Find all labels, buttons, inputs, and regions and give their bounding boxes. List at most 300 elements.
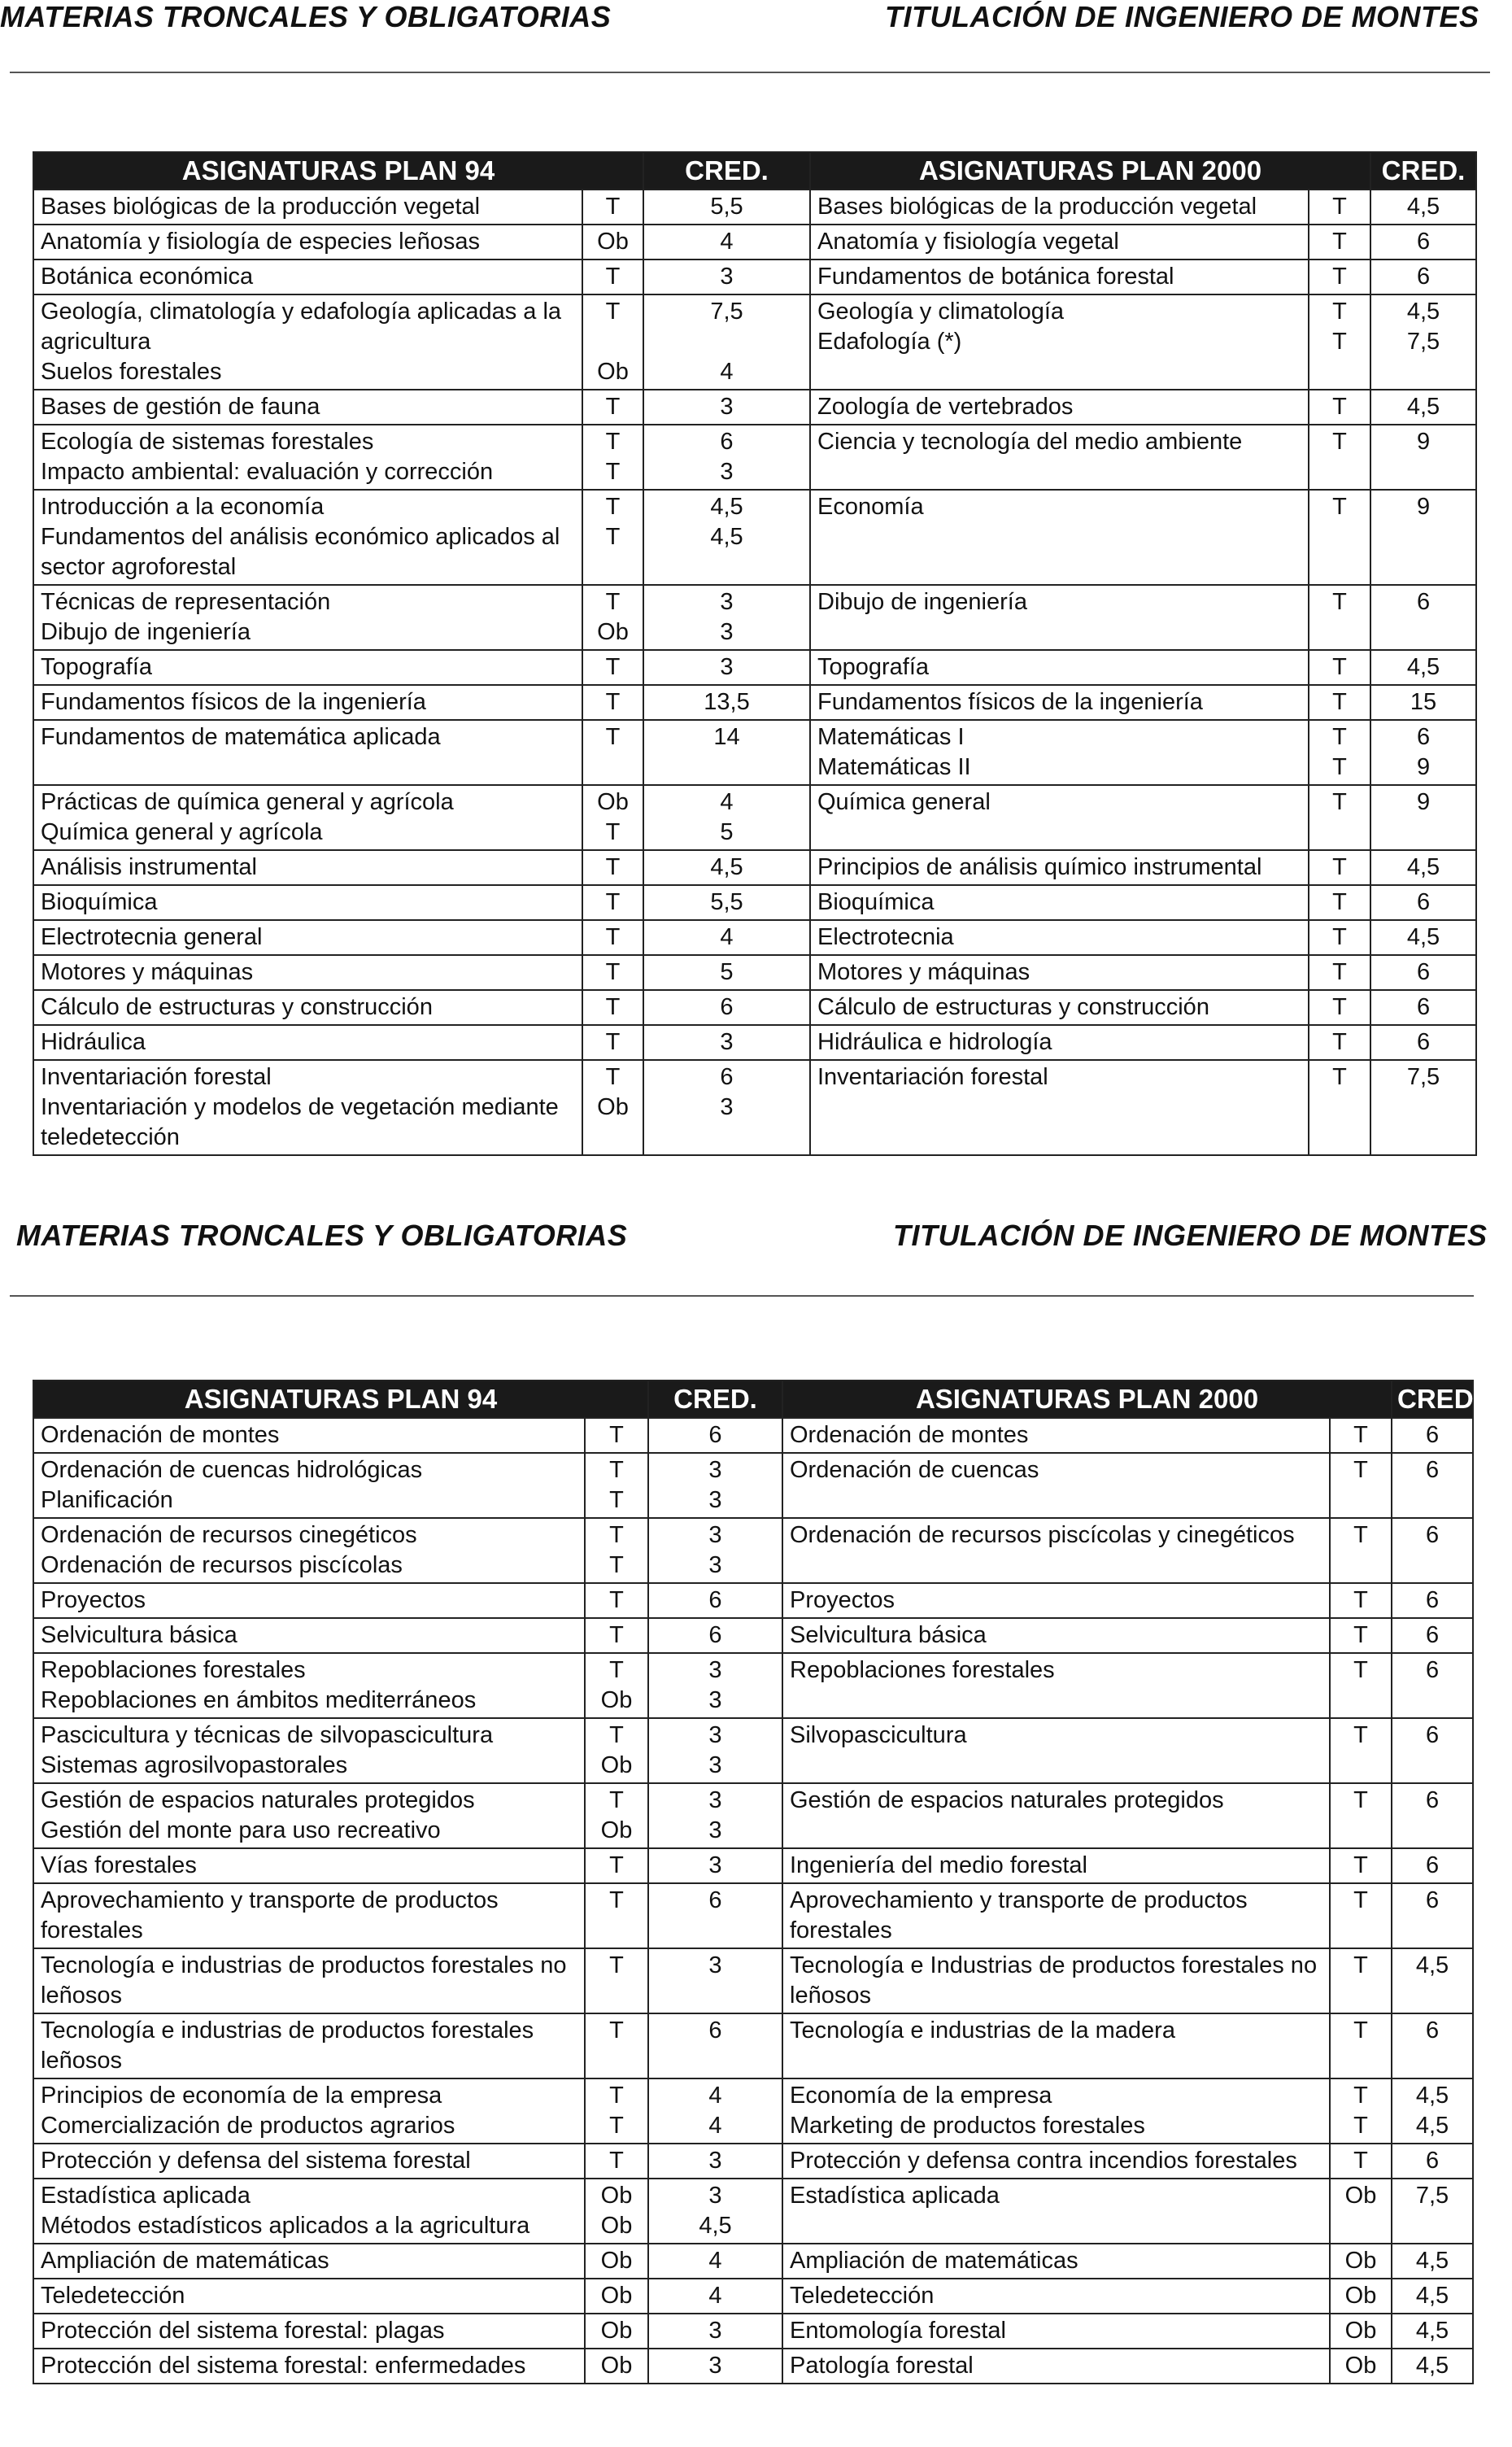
credits-plan94-cell xyxy=(648,2244,782,2279)
type-plan94: T xyxy=(605,459,621,485)
type-plan94-cell xyxy=(582,294,643,390)
subject-plan2000-cell xyxy=(810,920,1309,955)
credits-plan2000-cell xyxy=(1392,1418,1473,1453)
subject-plan2000-cell xyxy=(782,1518,1330,1583)
table-row xyxy=(33,955,1476,990)
type-plan94: T xyxy=(605,854,621,880)
credits-plan94: 3 xyxy=(708,2183,722,2209)
subject-plan2000-cell xyxy=(782,2349,1330,2384)
subject-plan94: Planificación xyxy=(41,1487,173,1513)
type-plan2000-cell xyxy=(1330,2013,1392,2078)
type-plan2000: T xyxy=(1332,264,1347,290)
subject-plan2000: Ampliación de matemáticas xyxy=(790,2248,1078,2274)
subject-plan94: Comercialización de productos agrarios xyxy=(41,2113,455,2139)
credits-plan2000-cell xyxy=(1370,885,1476,920)
credits-plan94-cell xyxy=(648,1783,782,1848)
type-plan94 xyxy=(590,327,636,357)
col-header-cred: CRED. xyxy=(648,1381,782,1418)
credits-plan94: 5,5 xyxy=(710,194,743,220)
credits-plan94: 3 xyxy=(708,1457,722,1483)
table-row xyxy=(33,990,1476,1025)
type-plan2000-cell xyxy=(1330,1618,1392,1653)
type-plan94-cell xyxy=(582,490,643,585)
credits-plan2000: 6 xyxy=(1425,2148,1440,2174)
credits-plan94: 6 xyxy=(708,1887,722,1913)
type-plan94: T xyxy=(609,1722,624,1748)
subject-plan2000-cell xyxy=(782,1718,1330,1783)
credits-plan2000-cell xyxy=(1392,1453,1473,1518)
type-plan94: T xyxy=(605,194,621,220)
credits-plan2000: 9 xyxy=(1416,754,1431,780)
credits-plan2000-cell xyxy=(1392,1518,1473,1583)
subject-plan2000-cell xyxy=(810,585,1309,650)
table-row xyxy=(33,490,1476,585)
subject-plan94-cell xyxy=(33,1618,585,1653)
subject-plan94: Inventariación y modelos de vegetación mediante teledetección xyxy=(41,1094,559,1150)
type-plan2000: T xyxy=(1332,854,1347,880)
subject-plan94-cell xyxy=(33,2179,585,2244)
subject-plan94: Estadística aplicada xyxy=(41,2183,251,2209)
type-plan94: Ob xyxy=(597,619,629,645)
type-plan94: T xyxy=(605,589,621,615)
type-plan2000: T xyxy=(1332,229,1347,255)
type-plan2000: T xyxy=(1332,889,1347,915)
credits-plan94: 3 xyxy=(720,654,734,680)
type-plan94-cell xyxy=(585,2179,648,2244)
credits-plan94: 3 xyxy=(708,1522,722,1548)
type-plan2000-cell xyxy=(1309,1060,1370,1155)
subject-plan2000: Selvicultura básica xyxy=(790,1622,987,1648)
type-plan2000: T xyxy=(1332,394,1347,420)
credits-plan94-cell xyxy=(648,2013,782,2078)
credits-plan2000: 7,5 xyxy=(1406,1064,1440,1090)
subject-plan94: Protección del sistema forestal: plagas xyxy=(41,2318,445,2344)
type-plan2000: T xyxy=(1353,2083,1368,2109)
type-plan94-cell xyxy=(582,850,643,885)
col-header-cred: CRED. xyxy=(1370,152,1476,190)
subject-plan94: Tecnología e industrias de productos forestales no leñosos xyxy=(41,1952,567,2009)
credits-plan2000-cell xyxy=(1370,955,1476,990)
subject-plan2000-cell xyxy=(810,260,1309,294)
table-row xyxy=(33,2314,1473,2349)
type-plan94: Ob xyxy=(600,1687,633,1713)
type-plan2000-cell xyxy=(1309,225,1370,260)
credits-plan94-cell xyxy=(643,885,810,920)
credits-plan2000: 4,5 xyxy=(1415,2283,1449,2309)
table-row xyxy=(33,1025,1476,1060)
table-row xyxy=(33,650,1476,685)
subject-plan2000: Ciencia y tecnología del medio ambiente xyxy=(817,429,1243,455)
table-row xyxy=(33,1948,1473,2013)
type-plan94: Ob xyxy=(597,789,629,815)
credits-plan94-cell xyxy=(643,585,810,650)
credits-plan94-cell xyxy=(648,1948,782,2013)
type-plan94: T xyxy=(605,429,621,455)
type-plan2000: Ob xyxy=(1344,2248,1377,2274)
credits-plan94-cell xyxy=(648,1718,782,1783)
subject-plan2000: Patología forestal xyxy=(790,2353,974,2379)
type-plan94-cell xyxy=(582,920,643,955)
subject-plan94: Ordenación de recursos piscícolas xyxy=(41,1552,403,1578)
credits-plan2000-cell xyxy=(1370,490,1476,585)
credits-plan2000: 4,5 xyxy=(1406,194,1440,220)
type-plan94: T xyxy=(609,2113,624,2139)
credits-plan94-cell xyxy=(643,1025,810,1060)
credits-plan2000: 6 xyxy=(1425,1587,1440,1613)
type-plan2000-cell xyxy=(1330,1518,1392,1583)
subject-plan94: Gestión de espacios naturales protegidos xyxy=(41,1787,475,1813)
subject-plan94: Vías forestales xyxy=(41,1852,197,1878)
type-plan94: Ob xyxy=(600,2183,633,2209)
type-plan94: Ob xyxy=(600,1752,633,1778)
subject-plan2000-cell xyxy=(782,1783,1330,1848)
credits-plan2000: 6 xyxy=(1416,1029,1431,1055)
credits-plan2000: 6 xyxy=(1425,2017,1440,2044)
type-plan2000: T xyxy=(1332,754,1347,780)
type-plan94: T xyxy=(609,2017,624,2044)
type-plan2000-cell xyxy=(1330,2078,1392,2144)
subject-plan94: Dibujo de ingeniería xyxy=(41,619,251,645)
type-plan94: T xyxy=(605,394,621,420)
subject-plan94: Repoblaciones en ámbitos mediterráneos xyxy=(41,1687,477,1713)
type-plan94-cell xyxy=(585,1453,648,1518)
credits-plan2000-cell xyxy=(1392,2144,1473,2179)
type-plan2000: T xyxy=(1332,654,1347,680)
type-plan94: T xyxy=(605,1064,621,1090)
credits-plan2000: 9 xyxy=(1416,789,1431,815)
credits-plan94: 3 xyxy=(708,2318,722,2344)
credits-plan94: 3 xyxy=(720,1029,734,1055)
credits-plan2000: 6 xyxy=(1425,1787,1440,1813)
credits-plan94: 4 xyxy=(720,789,734,815)
type-plan94-cell xyxy=(585,1518,648,1583)
type-plan94-cell xyxy=(582,225,643,260)
subject-plan94-cell xyxy=(33,425,582,490)
subject-plan94-cell xyxy=(33,1883,585,1948)
type-plan2000: T xyxy=(1353,1952,1368,1978)
type-plan94: T xyxy=(609,1952,624,1978)
table-body xyxy=(33,1418,1473,2384)
credits-plan94-cell xyxy=(648,2314,782,2349)
credits-plan94: 3 xyxy=(720,619,734,645)
type-plan2000: T xyxy=(1353,1522,1368,1548)
credits-plan2000-cell xyxy=(1392,2349,1473,2384)
type-plan94: T xyxy=(605,724,621,750)
type-plan94: T xyxy=(605,819,621,845)
header-subject-title: MATERIAS TRONCALES Y OBLIGATORIAS xyxy=(16,1219,628,1252)
type-plan2000-cell xyxy=(1309,490,1370,585)
type-plan2000-cell xyxy=(1309,990,1370,1025)
type-plan2000-cell xyxy=(1330,1783,1392,1848)
type-plan2000-cell xyxy=(1309,955,1370,990)
credits-plan2000: 6 xyxy=(1425,1622,1440,1648)
credits-plan2000-cell xyxy=(1370,260,1476,294)
type-plan2000: Ob xyxy=(1344,2353,1377,2379)
subject-plan2000-cell xyxy=(810,955,1309,990)
subject-plan94-cell xyxy=(33,720,582,785)
subject-plan2000: Fundamentos de botánica forestal xyxy=(817,264,1174,290)
credits-plan2000: 4,5 xyxy=(1406,924,1440,950)
type-plan2000: T xyxy=(1332,994,1347,1020)
type-plan94-cell xyxy=(582,685,643,720)
type-plan2000: Ob xyxy=(1344,2283,1377,2309)
credits-plan94-cell xyxy=(643,850,810,885)
type-plan94: T xyxy=(605,654,621,680)
subject-plan94-cell xyxy=(33,785,582,850)
type-plan2000-cell xyxy=(1309,720,1370,785)
type-plan2000-cell xyxy=(1309,920,1370,955)
credits-plan2000-cell xyxy=(1392,2013,1473,2078)
table-header-row xyxy=(33,152,1476,190)
credits-plan2000-cell xyxy=(1370,294,1476,390)
table-row xyxy=(33,2078,1473,2144)
type-plan2000-cell xyxy=(1330,1948,1392,2013)
subject-plan2000-cell xyxy=(782,1583,1330,1618)
subject-plan94: Motores y máquinas xyxy=(41,959,254,985)
credits-plan94: 4,5 xyxy=(710,494,743,520)
subject-plan94-cell xyxy=(33,225,582,260)
credits-plan2000: 6 xyxy=(1425,1422,1440,1448)
subject-plan94: Protección del sistema forestal: enfermedades xyxy=(41,2353,526,2379)
credits-plan94: 3 xyxy=(708,1952,722,1978)
credits-plan2000-cell xyxy=(1392,1718,1473,1783)
credits-plan2000: 6 xyxy=(1425,1722,1440,1748)
subject-plan2000: Teledetección xyxy=(790,2283,935,2309)
subject-plan2000-cell xyxy=(810,390,1309,425)
subject-plan94-cell xyxy=(33,1848,585,1883)
credits-plan94-cell xyxy=(643,190,810,225)
type-plan94-cell xyxy=(582,1025,643,1060)
type-plan2000: T xyxy=(1332,194,1347,220)
type-plan2000: Ob xyxy=(1344,2318,1377,2344)
col-header-plan2000: ASIGNATURAS PLAN 2000 xyxy=(810,152,1370,190)
type-plan94-cell xyxy=(585,1618,648,1653)
subject-plan94: Aprovechamiento y transporte de productos forestales xyxy=(41,1887,499,1943)
credits-plan94: 3 xyxy=(708,1752,722,1778)
type-plan2000: T xyxy=(1332,689,1347,715)
type-plan94: Ob xyxy=(600,2318,633,2344)
type-plan94-cell xyxy=(582,425,643,490)
credits-plan2000-cell xyxy=(1370,1060,1476,1155)
credits-plan2000: 15 xyxy=(1410,689,1437,715)
type-plan2000: T xyxy=(1353,1457,1368,1483)
type-plan94: T xyxy=(609,1522,624,1548)
type-plan2000-cell xyxy=(1330,2349,1392,2384)
subject-plan94-cell xyxy=(33,1418,585,1453)
type-plan94-cell xyxy=(582,650,643,685)
type-plan2000: T xyxy=(1332,1064,1347,1090)
credits-plan94: 14 xyxy=(713,724,740,750)
table-row xyxy=(33,2013,1473,2078)
type-plan94: T xyxy=(605,524,621,550)
type-plan2000: T xyxy=(1353,1587,1368,1613)
type-plan2000: T xyxy=(1332,329,1347,355)
credits-plan94: 4 xyxy=(708,2113,722,2139)
type-plan94: Ob xyxy=(597,359,629,385)
credits-plan94-cell xyxy=(643,990,810,1025)
subject-plan94-cell xyxy=(33,294,582,390)
subject-plan94: Electrotecnia general xyxy=(41,924,263,950)
subject-plan94-cell xyxy=(33,260,582,294)
credits-plan94-cell xyxy=(648,2279,782,2314)
type-plan2000: T xyxy=(1353,2017,1368,2044)
credits-plan94-cell xyxy=(643,785,810,850)
credits-plan2000-cell xyxy=(1370,585,1476,650)
credits-plan94-cell xyxy=(643,425,810,490)
type-plan2000-cell xyxy=(1309,685,1370,720)
subject-plan94-cell xyxy=(33,585,582,650)
subject-plan2000-cell xyxy=(810,650,1309,685)
subject-plan94-cell xyxy=(33,885,582,920)
credits-plan2000-cell xyxy=(1392,1618,1473,1653)
type-plan94-cell xyxy=(585,1583,648,1618)
subject-plan2000: Repoblaciones forestales xyxy=(790,1657,1055,1683)
subject-plan94-cell xyxy=(33,1653,585,1718)
credits-plan2000-cell xyxy=(1370,990,1476,1025)
credits-plan2000: 6 xyxy=(1425,1522,1440,1548)
credits-plan94: 3 xyxy=(708,1817,722,1843)
type-plan2000: Ob xyxy=(1344,2183,1377,2209)
credits-plan94 xyxy=(651,327,803,357)
subject-plan2000: Dibujo de ingeniería xyxy=(817,589,1027,615)
comparison-table-1 xyxy=(33,151,1477,1156)
credits-plan94-cell xyxy=(643,920,810,955)
type-plan2000-cell xyxy=(1309,1025,1370,1060)
type-plan2000-cell xyxy=(1330,2144,1392,2179)
type-plan2000-cell xyxy=(1309,390,1370,425)
credits-plan2000-cell xyxy=(1370,390,1476,425)
subject-plan2000-cell xyxy=(810,490,1309,585)
type-plan94: T xyxy=(605,924,621,950)
subject-plan94: Geología, climatología y edafología aplicadas a la agricultura xyxy=(41,299,562,355)
type-plan2000-cell xyxy=(1330,1848,1392,1883)
credits-plan94: 13,5 xyxy=(704,689,750,715)
type-plan2000: T xyxy=(1353,1422,1368,1448)
header-subject-title: MATERIAS TRONCALES Y OBLIGATORIAS xyxy=(0,0,612,33)
type-plan94-cell xyxy=(585,1718,648,1783)
subject-plan2000-cell xyxy=(782,1418,1330,1453)
subject-plan2000-cell xyxy=(810,850,1309,885)
type-plan2000-cell xyxy=(1330,1718,1392,1783)
type-plan2000: T xyxy=(1353,1887,1368,1913)
credits-plan94-cell xyxy=(648,1418,782,1453)
credits-plan94-cell xyxy=(648,2179,782,2244)
credits-plan94-cell xyxy=(648,1883,782,1948)
subject-plan94-cell xyxy=(33,1453,585,1518)
subject-plan94: Sistemas agrosilvopastorales xyxy=(41,1752,348,1778)
subject-plan2000: Bioquímica xyxy=(817,889,935,915)
subject-plan2000: Gestión de espacios naturales protegidos xyxy=(790,1787,1224,1813)
subject-plan2000: Marketing de productos forestales xyxy=(790,2113,1145,2139)
subject-plan94: Repoblaciones forestales xyxy=(41,1657,306,1683)
col-header-plan94: ASIGNATURAS PLAN 94 xyxy=(33,152,643,190)
table-row xyxy=(33,294,1476,390)
table-row xyxy=(33,390,1476,425)
credits-plan94-cell xyxy=(648,1848,782,1883)
subject-plan2000-cell xyxy=(782,2244,1330,2279)
col-header-plan2000: ASIGNATURAS PLAN 2000 xyxy=(782,1381,1392,1418)
credits-plan94: 3 xyxy=(708,1687,722,1713)
type-plan94: T xyxy=(609,2083,624,2109)
subject-plan2000: Edafología (*) xyxy=(817,329,962,355)
subject-plan2000: Tecnología e Industrias de productos forestales no leñosos xyxy=(790,1952,1318,2009)
subject-plan94: Cálculo de estructuras y construcción xyxy=(41,994,433,1020)
subject-plan94-cell xyxy=(33,1060,582,1155)
credits-plan94: 3 xyxy=(720,589,734,615)
subject-plan2000-cell xyxy=(810,720,1309,785)
table-row xyxy=(33,850,1476,885)
type-plan2000: T xyxy=(1332,924,1347,950)
subject-plan94: Ordenación de cuencas hidrológicas xyxy=(41,1457,423,1483)
credits-plan94: 4 xyxy=(708,2283,722,2309)
credits-plan2000: 7,5 xyxy=(1415,2183,1449,2209)
subject-plan94: Ampliación de matemáticas xyxy=(41,2248,329,2274)
credits-plan94: 4 xyxy=(720,229,734,255)
table-row xyxy=(33,2179,1473,2244)
subject-plan94: Inventariación forestal xyxy=(41,1064,272,1090)
credits-plan2000: 4,5 xyxy=(1415,2353,1449,2379)
subject-plan94: Fundamentos físicos de la ingeniería xyxy=(41,689,426,715)
subject-plan94-cell xyxy=(33,2013,585,2078)
credits-plan94-cell xyxy=(643,955,810,990)
type-plan2000-cell xyxy=(1330,1653,1392,1718)
type-plan94: T xyxy=(605,1029,621,1055)
subject-plan94-cell xyxy=(33,2314,585,2349)
table-row xyxy=(33,1618,1473,1653)
subject-plan2000: Bases biológicas de la producción vegetal xyxy=(817,194,1257,220)
type-plan94: T xyxy=(605,689,621,715)
type-plan94-cell xyxy=(582,990,643,1025)
subject-plan2000-cell xyxy=(782,1948,1330,2013)
subject-plan2000: Ordenación de montes xyxy=(790,1422,1029,1448)
credits-plan2000-cell xyxy=(1392,1653,1473,1718)
credits-plan2000-cell xyxy=(1370,920,1476,955)
credits-plan2000: 6 xyxy=(1425,1657,1440,1683)
credits-plan2000-cell xyxy=(1392,2179,1473,2244)
type-plan94-cell xyxy=(585,2314,648,2349)
credits-plan2000: 9 xyxy=(1416,429,1431,455)
credits-plan2000: 4,5 xyxy=(1415,2083,1449,2109)
subject-plan94: Pascicultura y técnicas de silvopascicultura xyxy=(41,1722,494,1748)
table-row xyxy=(33,720,1476,785)
subject-plan94: Protección y defensa del sistema forestal xyxy=(41,2148,471,2174)
subject-plan94: Bases biológicas de la producción vegetal xyxy=(41,194,481,220)
subject-plan2000: Química general xyxy=(817,789,991,815)
type-plan94-cell xyxy=(582,885,643,920)
col-header-plan94: ASIGNATURAS PLAN 94 xyxy=(33,1381,648,1418)
subject-plan2000: Geología y climatología xyxy=(817,299,1065,325)
credits-plan2000: 4,5 xyxy=(1406,854,1440,880)
type-plan2000-cell xyxy=(1309,294,1370,390)
credits-plan94-cell xyxy=(648,1618,782,1653)
type-plan94: Ob xyxy=(597,229,629,255)
type-plan94: T xyxy=(609,1852,624,1878)
credits-plan94-cell xyxy=(648,2144,782,2179)
subject-plan2000-cell xyxy=(810,425,1309,490)
type-plan94-cell xyxy=(585,2078,648,2144)
subject-plan2000-cell xyxy=(782,1453,1330,1518)
credits-plan94-cell xyxy=(643,685,810,720)
table-row xyxy=(33,920,1476,955)
type-plan2000-cell xyxy=(1330,1453,1392,1518)
type-plan2000: T xyxy=(1332,724,1347,750)
type-plan94: T xyxy=(605,299,621,325)
credits-plan2000: 6 xyxy=(1425,1457,1440,1483)
subject-plan2000: Matemáticas I xyxy=(817,724,965,750)
subject-plan2000: Hidráulica e hidrología xyxy=(817,1029,1052,1055)
subject-plan94: Hidráulica xyxy=(41,1029,146,1055)
subject-plan2000: Inventariación forestal xyxy=(817,1064,1048,1090)
